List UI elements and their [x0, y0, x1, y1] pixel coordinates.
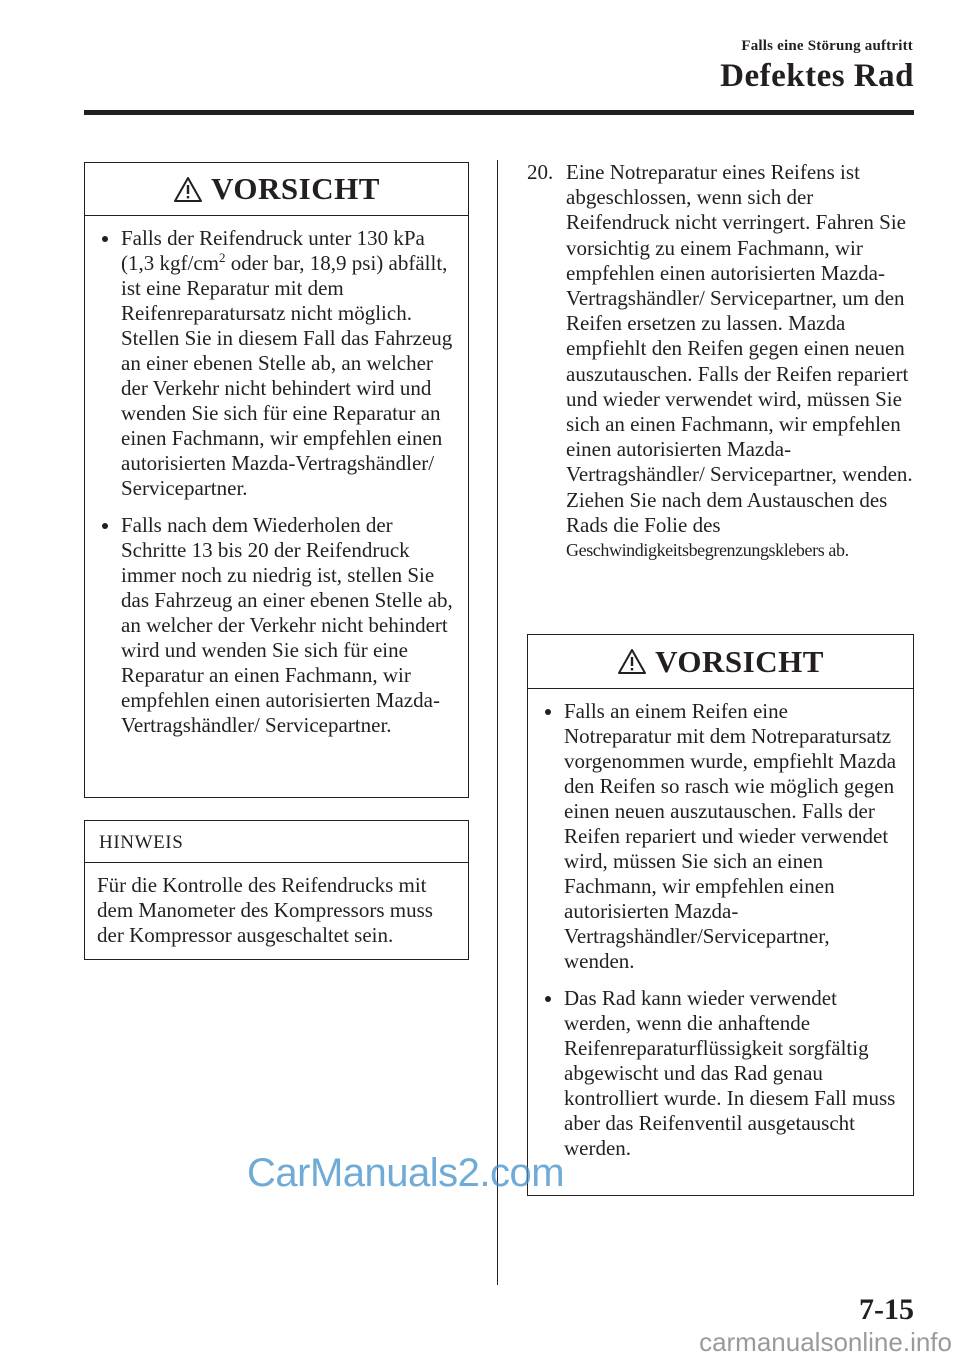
caution-title: VORSICHT	[655, 643, 824, 679]
caution-bullet: Falls nach dem Wiederholen der Schritte 13 bis 20 der Reifendruck immer noch zu niedrig ist, stellen Sie das Fahrzeug an einer ebenen Stelle ab, an welcher der Verkehr nicht behindert wird und wenden Sie sich für eine Reparatur an einen Fachmann, wir empfehlen einen autorisierten Mazda-Vertragshändler/ Servicepartner.	[99, 513, 454, 738]
caution-bullet: Falls an einem Reifen eine Notreparatur mit dem Notreparatursatz vorgenommen wurde, empfiehlt Mazda den Reifen so rasch wie möglich gegen einen neuen auszutauschen. Falls der Reifen repariert und wieder verwendet wird, müssen Sie sich an einen Fachmann, wir empfehlen einen autorisierten Mazda-Vertragshändler/Servicepartner, wenden.	[542, 699, 899, 974]
column-divider	[497, 160, 498, 1285]
note-text: Für die Kontrolle des Reifendrucks mit dem Manometer des Kompressors muss der Kompressor ausgeschaltet sein.	[97, 873, 433, 947]
step-number: 20.	[527, 160, 554, 184]
warning-triangle-icon	[173, 176, 203, 203]
watermark-carmanuals2: CarManuals2.com	[247, 1151, 565, 1195]
bullet-text: oder bar, 18,9 psi) abfällt, ist eine Reparatur mit dem Reifenreparatursatz nicht möglich. Stellen Sie in diesem Fall das Fahrzeug an einer ebenen Stelle ab, an welcher der Verkehr nicht behindert wird und wenden Sie sich für eine Reparatur an einen Fachmann, wir empfehlen einen autorisierten Mazda-Vertragshändler/ Servicepartner.	[121, 251, 453, 500]
step-text-2: Ziehen Sie nach dem Austauschen des Rads die Folie des	[566, 487, 888, 537]
caution-bullet	[99, 226, 454, 501]
page-title: Defektes Rad	[720, 58, 914, 94]
note-title: HINWEIS	[85, 821, 468, 863]
step-text-3: Geschwindigkeitsbegrenzungsklebers ab.	[566, 540, 849, 561]
watermark-carmanualsonline: carmanualsonline.info	[699, 1327, 952, 1357]
page-number: 7-15	[859, 1293, 914, 1326]
caution-header-left	[85, 163, 468, 216]
bullet-text: Falls der Reifendruck unter 130 kPa (1,3 kgf/cm	[121, 226, 425, 275]
caution-header-right	[528, 635, 913, 689]
caution-box-left	[84, 162, 469, 798]
superscript: 2	[218, 250, 226, 265]
header-rule	[84, 110, 914, 115]
note-box	[84, 820, 469, 960]
caution-box-right	[527, 634, 914, 1196]
warning-triangle-icon	[617, 648, 647, 675]
step-20	[527, 160, 917, 563]
step-text: Eine Notreparatur eines Reifens ist abgeschlossen, wenn sich der Reifendruck nicht verringert. Fahren Sie vorsichtig zu einem Fachmann, wir empfehlen einen autorisierten Mazda-Vertragshändler/ Servicepartner, um den Reifen ersetzen zu lassen. Mazda empfiehlt den Reifen gegen einen neuen auszutauschen. Falls der Reifen repariert und wieder verwendet wird, müssen Sie sich an einen Fachmann, wir empfehlen einen autorisierten Mazda-Vertragshändler/ Servicepartner, wenden.	[566, 160, 913, 487]
section-header: Falls eine Störung auftritt	[741, 38, 913, 54]
caution-bullet: Das Rad kann wieder verwendet werden, wenn die anhaftende Reifenreparaturflüssigkeit sorgfältig abgewischt und das Rad genau kontrolliert wurde. In diesem Fall muss aber das Reifenventil ausgetauscht werden.	[542, 986, 899, 1161]
caution-title: VORSICHT	[211, 171, 380, 206]
